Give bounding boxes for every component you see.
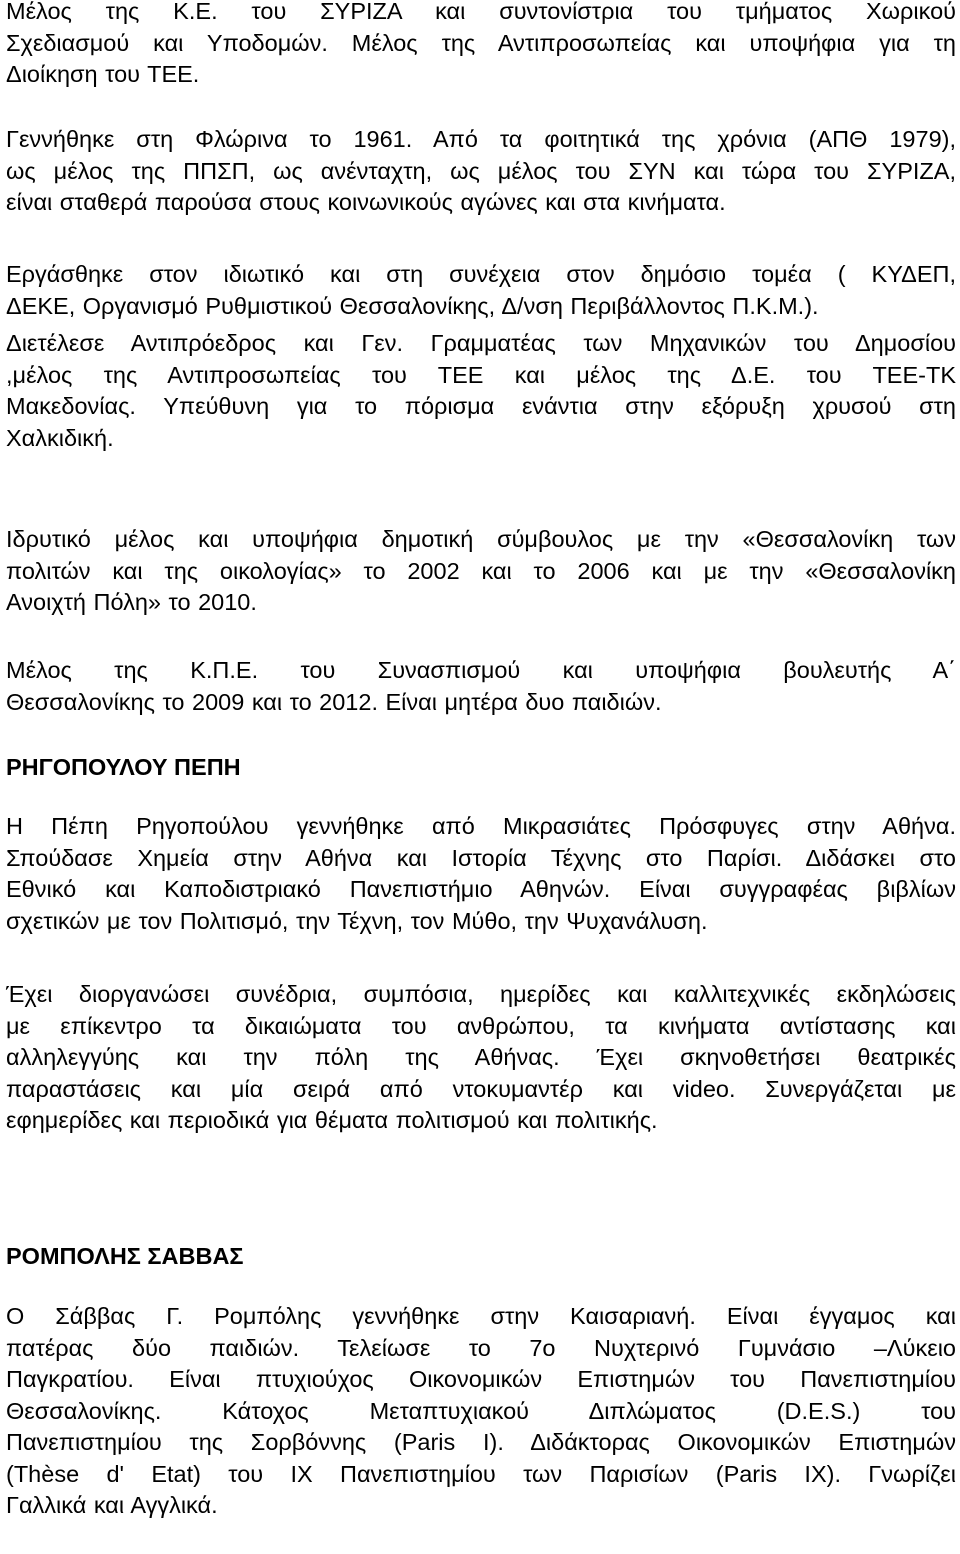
text-line: με επίκεντρο τα δικαιώματα του ανθρώπου, τα κινήματα αντίστασης και (6, 1012, 956, 1039)
text-line: Θεσσαλονίκης. Κάτοχος Μεταπτυχιακού Διπλώματος (D.E.S.) του (6, 1397, 956, 1424)
paragraph-founding-member (6, 524, 956, 619)
heading-rompolis-savvas: ΡΟΜΠΟΛΗΣ ΣΑΒΒΑΣ (6, 1243, 244, 1269)
text-line: Η Πέπη Ρηγοπούλου γεννήθηκε από Μικρασιάτες Πρόσφυγες στην Αθήνα. (6, 813, 956, 839)
paragraph-vice-president (6, 328, 956, 454)
text-line: εφημερίδες και περιοδικά για θέματα πολιτισμού και πολιτικής. (6, 1107, 658, 1133)
text-line: παραστάσεις και μία σειρά από ντοκυμαντέρ και video. Συνεργάζεται με (6, 1075, 956, 1102)
text-line: Πανεπιστημίου της Σορβόννης (Paris I). Διδάκτορας Οικονομικών Επιστημών (6, 1429, 956, 1455)
text-line: Μέλος της Κ.Π.Ε. του Συνασπισμού και υποψήφια βουλευτής Α΄ (6, 657, 956, 683)
text-line: Γεννήθηκε στη Φλώρινα το 1961. Από τα φοιτητικά της χρόνια (ΑΠΘ 1979), (6, 126, 956, 152)
paragraph-synaspismos (6, 655, 956, 718)
text-line: Εθνικό και Καποδιστριακό Πανεπιστήμιο Αθηνών. Είναι συγγραφέας βιβλίων (6, 876, 956, 902)
text-line: Χαλκιδική. (6, 424, 114, 451)
paragraph-pepi-biography (6, 811, 956, 937)
paragraph-savvas-biography (6, 1301, 956, 1522)
text-line: αλληλεγγύης και την πόλη της Αθήνας. Έχει σκηνοθετήσει θεατρικές (6, 1044, 956, 1070)
text-line: Μέλος της Κ.Ε. του ΣΥΡΙΖΑ και συντονίστρια του τμήματος Χωρικού (6, 0, 956, 24)
heading-rigopoulou-pepi: ΡΗΓΟΠΟΥΛΟΥ ΠΕΠΗ (6, 754, 241, 780)
paragraph-pepi-events (6, 979, 956, 1137)
text-line: ΔΕΚΕ, Οργανισμό Ρυθμιστικού Θεσσαλονίκης, Δ/νση Περιβάλλοντος Π.Κ.Μ.). (6, 292, 819, 319)
text-line: Διοίκηση του ΤΕΕ. (6, 61, 200, 87)
paragraph-ke-syriza (6, 0, 956, 91)
text-line: ως μέλος της ΠΠΣΠ, ως ανένταχτη, ως μέλος του ΣΥΝ και τώρα του ΣΥΡΙΖΑ, (6, 157, 956, 184)
text-line: πατέρας δύο παιδιών. Τελείωσε το 7ο Νυχτερινό Γυμνάσιο –Λύκειο (6, 1334, 956, 1361)
text-line: Έχει διοργανώσει συνέδρια, συμπόσια, ημερίδες και καλλιτεχνικές εκδηλώσεις (6, 981, 956, 1007)
text-line: Ανοιχτή Πόλη» το 2010. (6, 589, 257, 615)
text-line: Μακεδονίας. Υπεύθυνη για το πόρισμα ενάντια στην εξόρυξη χρυσού στη (6, 393, 956, 419)
text-line: Εργάσθηκε στον ιδιωτικό και στη συνέχεια στον δημόσιο τομέα ( ΚΥΔΕΠ, (6, 261, 956, 287)
text-line: Ο Σάββας Γ. Ρομπόλης γεννήθηκε στην Καισαριανή. Είναι έγγαμος και (6, 1303, 956, 1329)
text-line: Παγκρατίου. Είναι πτυχιούχος Οικονομικών Επιστημών του Πανεπιστημίου (6, 1366, 956, 1392)
text-line: (Thèse d' Etat) του ΙΧ Πανεπιστημίου των Παρισίων (Paris IX). Γνωρίζει (6, 1460, 956, 1487)
text-line: πολιτών και της οικολογίας» το 2002 και το 2006 και με την «Θεσσαλονίκη (6, 557, 956, 584)
text-line: Γαλλικά και Αγγλικά. (6, 1492, 218, 1518)
paragraph-work-history (6, 259, 956, 322)
text-line: ,μέλος της Αντιπροσωπείας του ΤΕΕ και μέλος της Δ.Ε. του ΤΕΕ-ΤΚ (6, 361, 956, 388)
text-line: είναι σταθερά παρούσα στους κοινωνικούς αγώνες και στα κινήματα. (6, 189, 726, 215)
paragraph-born-florina (6, 124, 956, 219)
text-line: Σπούδασε Χημεία στην Αθήνα και Ιστορία Τέχνης στο Παρίσι. Διδάσκει στο (6, 844, 956, 871)
text-line: Θεσσαλονίκης το 2009 και το 2012. Είναι μητέρα δυο παιδιών. (6, 688, 662, 715)
text-line: Ιδρυτικό μέλος και υποψήφια δημοτική σύμβουλος με την «Θεσσαλονίκη των (6, 526, 956, 552)
text-line: Σχεδιασμού και Υποδομών. Μέλος της Αντιπροσωπείας και υποψήφια για τη (6, 29, 956, 56)
text-line: σχετικών με τον Πολιτισμό, την Τέχνη, τον Μύθο, την Ψυχανάλυση. (6, 907, 708, 934)
text-line: Διετέλεσε Αντιπρόεδρος και Γεν. Γραμματέας των Μηχανικών του Δημοσίου (6, 330, 956, 356)
